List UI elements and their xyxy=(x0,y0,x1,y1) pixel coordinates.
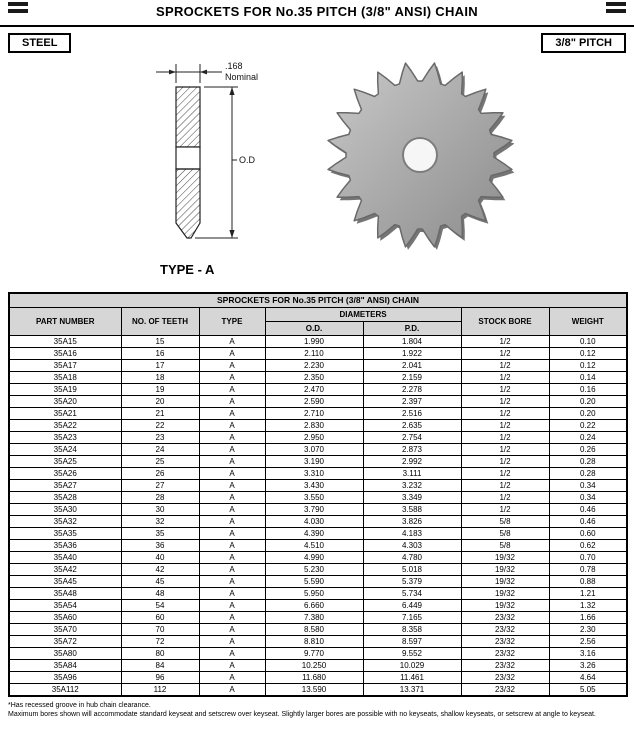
od-cell: 2.950 xyxy=(265,431,363,443)
type-cell: A xyxy=(199,479,265,491)
weight-cell: 0.12 xyxy=(549,359,627,371)
table-row xyxy=(9,671,627,683)
bore-cell: 23/32 xyxy=(461,611,549,623)
teeth-cell: 36 xyxy=(121,539,199,551)
bore-cell: 1/2 xyxy=(461,371,549,383)
table-row xyxy=(9,539,627,551)
teeth-cell: 35 xyxy=(121,527,199,539)
teeth-cell: 48 xyxy=(121,587,199,599)
type-a-label: TYPE - A xyxy=(160,262,215,277)
od-cell: 2.830 xyxy=(265,419,363,431)
col-header-stock-bore: STOCK BORE xyxy=(461,307,549,335)
teeth-cell: 15 xyxy=(121,335,199,347)
pd-cell: 2.516 xyxy=(363,407,461,419)
type-cell: A xyxy=(199,383,265,395)
table-row xyxy=(9,455,627,467)
od-cell: 2.110 xyxy=(265,347,363,359)
od-cell: 3.310 xyxy=(265,467,363,479)
od-cell: 5.950 xyxy=(265,587,363,599)
teeth-cell: 32 xyxy=(121,515,199,527)
weight-cell: 4.64 xyxy=(549,671,627,683)
part-number-cell: 35A28 xyxy=(9,491,121,503)
od-cell: 11.680 xyxy=(265,671,363,683)
weight-cell: 0.34 xyxy=(549,479,627,491)
teeth-cell: 54 xyxy=(121,599,199,611)
teeth-cell: 26 xyxy=(121,467,199,479)
od-cell: 2.350 xyxy=(265,371,363,383)
type-cell: A xyxy=(199,563,265,575)
bore-cell: 1/2 xyxy=(461,383,549,395)
bore-cell: 5/8 xyxy=(461,527,549,539)
dim-arrow-right-icon xyxy=(169,70,176,75)
table-row xyxy=(9,383,627,395)
type-cell: A xyxy=(199,467,265,479)
plate-upper-section xyxy=(176,87,200,147)
table-row xyxy=(9,515,627,527)
type-cell: A xyxy=(199,539,265,551)
teeth-cell: 70 xyxy=(121,623,199,635)
pd-cell: 7.165 xyxy=(363,611,461,623)
part-number-cell: 35A35 xyxy=(9,527,121,539)
type-cell: A xyxy=(199,683,265,696)
header-section xyxy=(0,0,634,292)
weight-cell: 3.26 xyxy=(549,659,627,671)
od-cell: 2.470 xyxy=(265,383,363,395)
bore-cell: 19/32 xyxy=(461,599,549,611)
weight-cell: 0.26 xyxy=(549,443,627,455)
bore-cell: 1/2 xyxy=(461,395,549,407)
pd-cell: 11.461 xyxy=(363,671,461,683)
weight-cell: 0.22 xyxy=(549,419,627,431)
table-row xyxy=(9,407,627,419)
type-cell: A xyxy=(199,515,265,527)
pd-cell: 1.804 xyxy=(363,335,461,347)
od-cell: 3.550 xyxy=(265,491,363,503)
od-cell: 8.580 xyxy=(265,623,363,635)
footnote-groove: *Has recessed groove in hub chain clearance. xyxy=(8,701,151,709)
teeth-cell: 18 xyxy=(121,371,199,383)
type-cell: A xyxy=(199,635,265,647)
table-row xyxy=(9,683,627,696)
weight-cell: 0.20 xyxy=(549,395,627,407)
bore-cell: 19/32 xyxy=(461,587,549,599)
type-cell: A xyxy=(199,503,265,515)
bore-cell: 1/2 xyxy=(461,443,549,455)
pd-cell: 5.734 xyxy=(363,587,461,599)
teeth-cell: 72 xyxy=(121,635,199,647)
part-number-cell: 35A42 xyxy=(9,563,121,575)
weight-cell: 0.60 xyxy=(549,527,627,539)
weight-cell: 0.24 xyxy=(549,431,627,443)
type-cell: A xyxy=(199,455,265,467)
teeth-cell: 80 xyxy=(121,647,199,659)
weight-cell: 1.21 xyxy=(549,587,627,599)
title-rule xyxy=(0,25,634,27)
teeth-cell: 30 xyxy=(121,503,199,515)
bore-cell: 19/32 xyxy=(461,575,549,587)
bore-cell: 1/2 xyxy=(461,491,549,503)
cross-section-diagram xyxy=(138,54,278,260)
teeth-cell: 45 xyxy=(121,575,199,587)
teeth-cell: 28 xyxy=(121,491,199,503)
type-cell: A xyxy=(199,371,265,383)
od-cell: 3.070 xyxy=(265,443,363,455)
col-header-pd: P.D. xyxy=(363,321,461,335)
table-row xyxy=(9,467,627,479)
part-number-cell: 35A72 xyxy=(9,635,121,647)
bore-cell: 1/2 xyxy=(461,419,549,431)
table-row xyxy=(9,575,627,587)
type-cell: A xyxy=(199,623,265,635)
od-cell: 3.430 xyxy=(265,479,363,491)
od-cell: 4.510 xyxy=(265,539,363,551)
footnotes xyxy=(8,701,626,719)
weight-cell: 3.16 xyxy=(549,647,627,659)
od-cell: 3.790 xyxy=(265,503,363,515)
thickness-dimension: .168 xyxy=(225,61,243,71)
bore-cell: 1/2 xyxy=(461,479,549,491)
type-cell: A xyxy=(199,335,265,347)
table-row xyxy=(9,551,627,563)
type-cell: A xyxy=(199,407,265,419)
type-cell: A xyxy=(199,395,265,407)
table-row xyxy=(9,659,627,671)
part-number-cell: 35A27 xyxy=(9,479,121,491)
od-cell: 7.380 xyxy=(265,611,363,623)
pd-cell: 2.397 xyxy=(363,395,461,407)
bore-cell: 1/2 xyxy=(461,431,549,443)
part-number-cell: 35A22 xyxy=(9,419,121,431)
part-number-cell: 35A23 xyxy=(9,431,121,443)
pd-cell: 5.379 xyxy=(363,575,461,587)
table-row xyxy=(9,371,627,383)
pd-cell: 3.349 xyxy=(363,491,461,503)
teeth-cell: 42 xyxy=(121,563,199,575)
teeth-cell: 27 xyxy=(121,479,199,491)
table-row xyxy=(9,611,627,623)
od-cell: 10.250 xyxy=(265,659,363,671)
pd-cell: 4.303 xyxy=(363,539,461,551)
type-cell: A xyxy=(199,443,265,455)
pd-cell: 2.754 xyxy=(363,431,461,443)
od-cell: 1.990 xyxy=(265,335,363,347)
part-number-cell: 35A24 xyxy=(9,443,121,455)
pd-cell: 3.232 xyxy=(363,479,461,491)
bore-cell: 23/32 xyxy=(461,647,549,659)
type-cell: A xyxy=(199,647,265,659)
od-cell: 4.990 xyxy=(265,551,363,563)
footnote-bores: Maximum bores shown will accommodate standard keyseat and setscrew over keyseat. Slightly larger bores are possible with no keyseats, shallow keyseats, or setscrew at angle to keyseat. xyxy=(8,710,596,718)
part-number-cell: 35A32 xyxy=(9,515,121,527)
bore-section xyxy=(176,147,200,169)
type-cell: A xyxy=(199,431,265,443)
part-number-cell: 35A21 xyxy=(9,407,121,419)
weight-cell: 0.46 xyxy=(549,503,627,515)
weight-cell: 0.20 xyxy=(549,407,627,419)
teeth-cell: 40 xyxy=(121,551,199,563)
teeth-cell: 20 xyxy=(121,395,199,407)
bore-cell: 23/32 xyxy=(461,659,549,671)
teeth-cell: 96 xyxy=(121,671,199,683)
teeth-cell: 23 xyxy=(121,431,199,443)
pd-cell: 1.922 xyxy=(363,347,461,359)
table-row xyxy=(9,563,627,575)
weight-cell: 0.34 xyxy=(549,491,627,503)
bore-cell: 1/2 xyxy=(461,347,549,359)
table-row xyxy=(9,431,627,443)
pd-cell: 8.358 xyxy=(363,623,461,635)
bore-cell: 5/8 xyxy=(461,539,549,551)
bore-cell: 19/32 xyxy=(461,551,549,563)
teeth-cell: 24 xyxy=(121,443,199,455)
weight-cell: 0.12 xyxy=(549,347,627,359)
bore-cell: 1/2 xyxy=(461,467,549,479)
bore-cell: 1/2 xyxy=(461,335,549,347)
pd-cell: 2.635 xyxy=(363,419,461,431)
pd-cell: 9.552 xyxy=(363,647,461,659)
table-row xyxy=(9,395,627,407)
bore-cell: 23/32 xyxy=(461,683,549,696)
dim-arrow-down-icon xyxy=(229,230,234,238)
type-cell: A xyxy=(199,599,265,611)
weight-cell: 0.14 xyxy=(549,371,627,383)
part-number-cell: 35A70 xyxy=(9,623,121,635)
weight-cell: 2.56 xyxy=(549,635,627,647)
col-header-teeth: NO. OF TEETH xyxy=(121,307,199,335)
pd-cell: 2.159 xyxy=(363,371,461,383)
pd-cell: 6.449 xyxy=(363,599,461,611)
col-header-type: TYPE xyxy=(199,307,265,335)
type-cell: A xyxy=(199,359,265,371)
od-dimension-label: O.D xyxy=(239,155,256,165)
pd-cell: 2.873 xyxy=(363,443,461,455)
table-row xyxy=(9,335,627,347)
part-number-cell: 35A26 xyxy=(9,467,121,479)
bore-cell: 1/2 xyxy=(461,407,549,419)
table-title: SPROCKETS FOR No.35 PITCH (3/8" ANSI) CHAIN xyxy=(9,293,627,307)
part-number-cell: 35A96 xyxy=(9,671,121,683)
page-title: SPROCKETS FOR No.35 PITCH (3/8" ANSI) CHAIN xyxy=(156,4,478,19)
weight-cell: 0.10 xyxy=(549,335,627,347)
material-tag: STEEL xyxy=(8,33,71,53)
col-header-weight: WEIGHT xyxy=(549,307,627,335)
part-number-cell: 35A20 xyxy=(9,395,121,407)
teeth-cell: 25 xyxy=(121,455,199,467)
od-cell: 4.390 xyxy=(265,527,363,539)
pd-cell: 2.041 xyxy=(363,359,461,371)
part-number-cell: 35A40 xyxy=(9,551,121,563)
bore-cell: 1/2 xyxy=(461,503,549,515)
pd-cell: 4.780 xyxy=(363,551,461,563)
od-cell: 5.230 xyxy=(265,563,363,575)
part-number-cell: 35A18 xyxy=(9,371,121,383)
weight-cell: 1.66 xyxy=(549,611,627,623)
table-row xyxy=(9,443,627,455)
weight-cell: 0.28 xyxy=(549,467,627,479)
pd-cell: 3.826 xyxy=(363,515,461,527)
sprocket-table xyxy=(8,292,628,697)
teeth-cell: 16 xyxy=(121,347,199,359)
weight-cell: 0.28 xyxy=(549,455,627,467)
pd-cell: 2.992 xyxy=(363,455,461,467)
weight-cell: 1.32 xyxy=(549,599,627,611)
col-header-diameters: DIAMETERS xyxy=(265,307,461,321)
teeth-cell: 19 xyxy=(121,383,199,395)
part-number-cell: 35A16 xyxy=(9,347,121,359)
pd-cell: 2.278 xyxy=(363,383,461,395)
weight-cell: 5.05 xyxy=(549,683,627,696)
sprocket-image xyxy=(322,48,518,262)
type-cell: A xyxy=(199,575,265,587)
type-cell: A xyxy=(199,491,265,503)
pd-cell: 13.371 xyxy=(363,683,461,696)
type-cell: A xyxy=(199,551,265,563)
part-number-cell: 35A45 xyxy=(9,575,121,587)
od-cell: 4.030 xyxy=(265,515,363,527)
teeth-cell: 21 xyxy=(121,407,199,419)
dim-arrow-left-icon xyxy=(200,70,207,75)
pd-cell: 8.597 xyxy=(363,635,461,647)
table-header xyxy=(9,293,627,335)
weight-cell: 0.62 xyxy=(549,539,627,551)
table-row xyxy=(9,599,627,611)
teeth-cell: 17 xyxy=(121,359,199,371)
thickness-note: Nominal xyxy=(225,72,259,82)
od-cell: 8.810 xyxy=(265,635,363,647)
od-cell: 5.590 xyxy=(265,575,363,587)
table-row xyxy=(9,479,627,491)
weight-cell: 0.78 xyxy=(549,563,627,575)
teeth-cell: 60 xyxy=(121,611,199,623)
table-row xyxy=(9,635,627,647)
part-number-cell: 35A15 xyxy=(9,335,121,347)
table-row xyxy=(9,647,627,659)
bore-cell: 1/2 xyxy=(461,455,549,467)
pitch-tag: 3/8" PITCH xyxy=(541,33,626,53)
od-cell: 3.190 xyxy=(265,455,363,467)
type-cell: A xyxy=(199,587,265,599)
bore-cell: 19/32 xyxy=(461,563,549,575)
od-cell: 2.230 xyxy=(265,359,363,371)
part-number-cell: 35A84 xyxy=(9,659,121,671)
table-row xyxy=(9,587,627,599)
od-cell: 6.660 xyxy=(265,599,363,611)
col-header-od: O.D. xyxy=(265,321,363,335)
od-cell: 2.710 xyxy=(265,407,363,419)
table-row xyxy=(9,503,627,515)
table-row xyxy=(9,359,627,371)
table-row xyxy=(9,527,627,539)
type-cell: A xyxy=(199,671,265,683)
table-row xyxy=(9,347,627,359)
part-number-cell: 35A17 xyxy=(9,359,121,371)
pd-cell: 3.588 xyxy=(363,503,461,515)
part-number-cell: 35A19 xyxy=(9,383,121,395)
weight-cell: 2.30 xyxy=(549,623,627,635)
part-number-cell: 35A30 xyxy=(9,503,121,515)
col-header-part-number: PART NUMBER xyxy=(9,307,121,335)
part-number-cell: 35A54 xyxy=(9,599,121,611)
part-number-cell: 35A36 xyxy=(9,539,121,551)
table-row xyxy=(9,419,627,431)
part-number-cell: 35A60 xyxy=(9,611,121,623)
pd-cell: 10.029 xyxy=(363,659,461,671)
od-cell: 13.590 xyxy=(265,683,363,696)
type-cell: A xyxy=(199,347,265,359)
plate-lower-section xyxy=(176,169,200,238)
part-number-cell: 35A25 xyxy=(9,455,121,467)
weight-cell: 0.88 xyxy=(549,575,627,587)
part-number-cell: 35A48 xyxy=(9,587,121,599)
part-number-cell: 35A112 xyxy=(9,683,121,696)
bore-hole xyxy=(403,138,437,172)
pd-cell: 4.183 xyxy=(363,527,461,539)
bore-cell: 5/8 xyxy=(461,515,549,527)
weight-cell: 0.46 xyxy=(549,515,627,527)
pd-cell: 3.111 xyxy=(363,467,461,479)
od-cell: 2.590 xyxy=(265,395,363,407)
sprocket-table-body xyxy=(9,335,627,696)
bore-cell: 1/2 xyxy=(461,359,549,371)
teeth-cell: 22 xyxy=(121,419,199,431)
type-cell: A xyxy=(199,611,265,623)
weight-cell: 0.16 xyxy=(549,383,627,395)
teeth-cell: 84 xyxy=(121,659,199,671)
bore-cell: 23/32 xyxy=(461,635,549,647)
table-row xyxy=(9,491,627,503)
bore-cell: 23/32 xyxy=(461,671,549,683)
pd-cell: 5.018 xyxy=(363,563,461,575)
dim-arrow-up-icon xyxy=(229,87,234,95)
weight-cell: 0.70 xyxy=(549,551,627,563)
table-row xyxy=(9,623,627,635)
od-cell: 9.770 xyxy=(265,647,363,659)
part-number-cell: 35A80 xyxy=(9,647,121,659)
type-cell: A xyxy=(199,419,265,431)
bore-cell: 23/32 xyxy=(461,623,549,635)
type-cell: A xyxy=(199,527,265,539)
type-cell: A xyxy=(199,659,265,671)
teeth-cell: 112 xyxy=(121,683,199,696)
